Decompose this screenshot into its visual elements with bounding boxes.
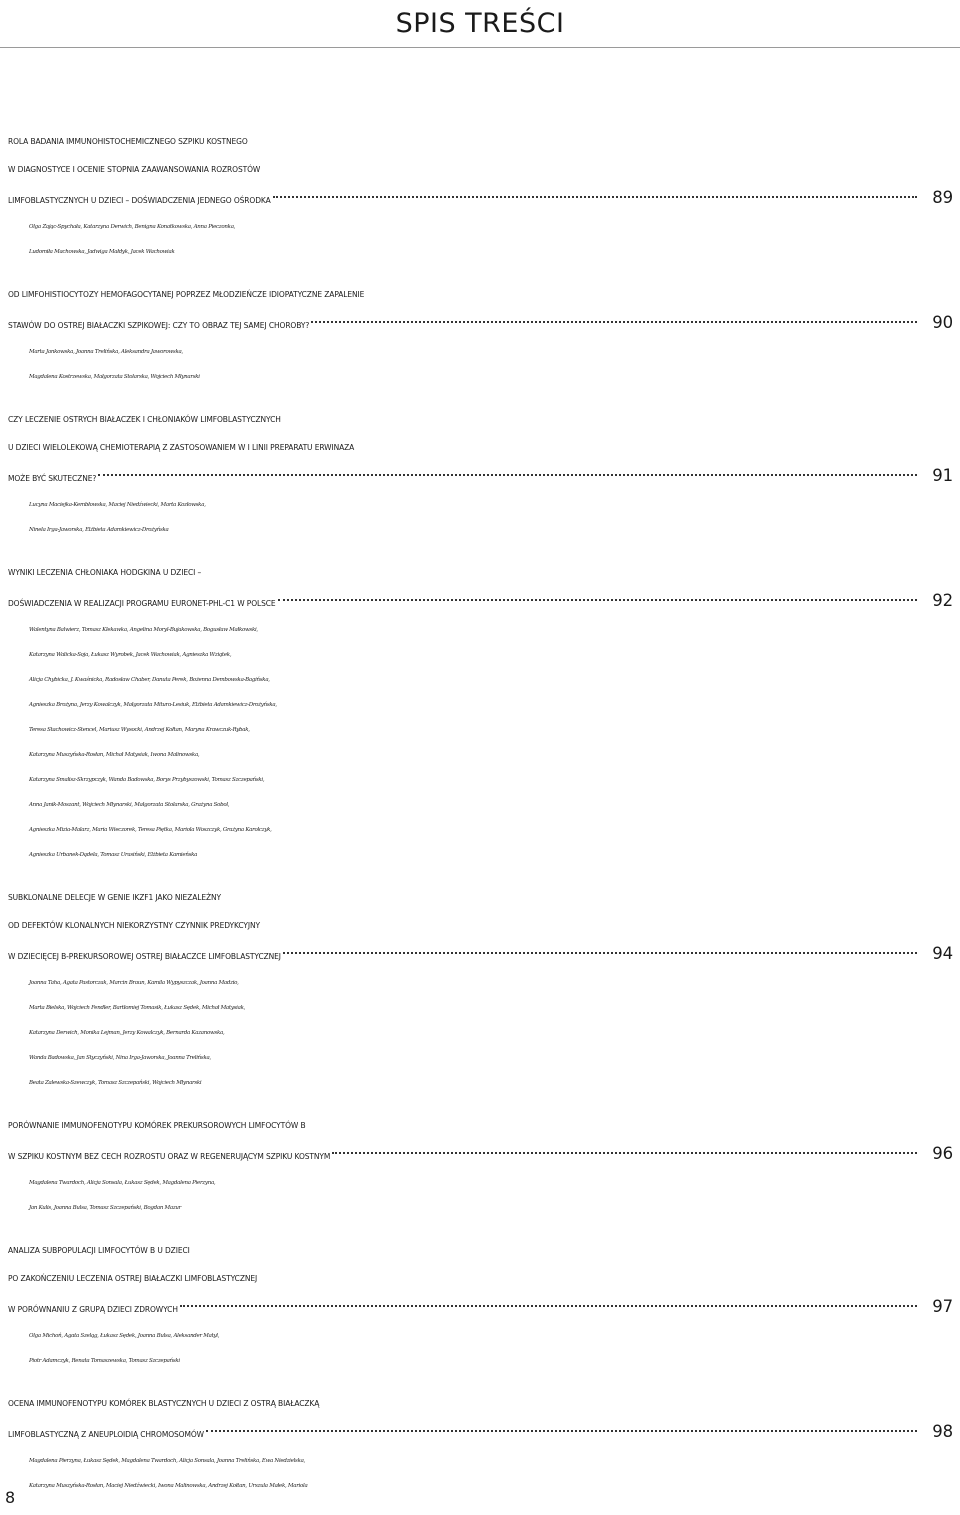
entry-title-line bbox=[8, 309, 953, 340]
author-line: Wanda Badowska, Jan Styczyński, Nina Irga-Jaworska, Joanna Trelińska, bbox=[29, 1055, 211, 1061]
entry-authors bbox=[8, 340, 953, 390]
entry-title bbox=[8, 1112, 953, 1171]
entry-authors bbox=[8, 493, 953, 543]
toc-entry[interactable] bbox=[8, 884, 953, 1096]
author-line: Magdalena Pierzyna, Łukasz Sędek, Magdalena Twardoch, Alicja Sonsala, Joanna Trelińska, Ewa Niedzielska, bbox=[29, 1458, 306, 1464]
dot-leader bbox=[273, 196, 917, 198]
dot-leader bbox=[278, 599, 917, 601]
dot-leader bbox=[283, 952, 917, 954]
author-line: Marta Jankowska, Joanna Trelińska, Aleksandra Jaworowska, bbox=[29, 349, 183, 355]
author-line: Katarzyna Derwich, Monika Lejman, Jerzy Kowalczyk, Bernarda Kazanowska, bbox=[29, 1030, 225, 1036]
entry-page-number: 92 bbox=[932, 591, 953, 610]
entry-page-number: 91 bbox=[932, 466, 953, 485]
entry-authors bbox=[8, 215, 953, 265]
entry-title-line: W DIAGNOSTYCE I OCENIE STOPNIA ZAAWANSOWANIA ROZROSTÓW bbox=[8, 165, 261, 174]
entry-authors bbox=[8, 971, 953, 1096]
author-line: Ninela Irga-Jaworska, Elżbieta Adamkiewicz-Drożyńska bbox=[29, 527, 169, 533]
entry-title-line bbox=[8, 1140, 953, 1171]
toc-entry[interactable] bbox=[8, 1237, 953, 1374]
dot-leader bbox=[206, 1430, 917, 1432]
entry-title-line bbox=[8, 462, 953, 493]
entry-title-text: LIMFOBLASTYCZNYCH U DZIECI – DOŚWIADCZENIA JEDNEGO OŚRODKA bbox=[8, 196, 271, 205]
entry-title bbox=[8, 1390, 953, 1449]
entry-title bbox=[8, 1237, 953, 1324]
author-line: Magdalena Twardoch, Alicja Sonsala, Łukasz Sędek, Magdalena Pierzyna, bbox=[29, 1180, 216, 1186]
entry-title-line bbox=[8, 1293, 953, 1324]
author-line: Olga Michoń, Agata Szeląg, Łukasz Sędek, Joanna Bulsa, Aleksander Matyl, bbox=[29, 1333, 220, 1339]
entry-title-line: SUBKLONALNE DELECJE W GENIE IKZF1 JAKO NIEZALEŻNY bbox=[8, 893, 221, 902]
entry-authors bbox=[8, 1171, 953, 1221]
entry-title-text: W SZPIKU KOSTNYM BEZ CECH ROZROSTU ORAZ W REGENERUJĄCYM SZPIKU KOSTNYM bbox=[8, 1152, 331, 1161]
dot-leader bbox=[332, 1152, 917, 1154]
entry-title-line: OD DEFEKTÓW KLONALNYCH NIEKORZYSTNY CZYNNIK PREDYKCYJNY bbox=[8, 921, 260, 930]
entry-title-line: OD LIMFOHISTIOCYTOZY HEMOFAGOCYTANEJ POPRZEZ MŁODZIEŃCZE IDIOPATYCZNE ZAPALENIE bbox=[8, 290, 365, 299]
header-divider bbox=[0, 47, 960, 48]
toc-entry[interactable] bbox=[8, 559, 953, 868]
footer-page-number: 8 bbox=[5, 1488, 16, 1507]
entry-title-line: OCENA IMMUNOFENOTYPU KOMÓREK BLASTYCZNYCH U DZIECI Z OSTRĄ BIAŁACZKĄ bbox=[8, 1399, 320, 1408]
entry-page-number: 98 bbox=[932, 1422, 953, 1441]
entry-authors bbox=[8, 1449, 953, 1499]
author-line: Katarzyna Walicka-Soja, Łukasz Wyrobek, Jacek Wachowiak, Agnieszka Wziątek, bbox=[29, 652, 232, 658]
entry-title-text: STAWÓW DO OSTREJ BIAŁACZKI SZPIKOWEJ: CZY TO OBRAZ TEJ SAMEJ CHOROBY? bbox=[8, 321, 310, 330]
entry-title bbox=[8, 559, 953, 618]
entry-title bbox=[8, 128, 953, 215]
page-header bbox=[0, 0, 960, 44]
author-line: Joanna Taha, Agata Pastorczak, Marcin Braun, Kamila Wypyszczak, Joanna Madzio, bbox=[29, 980, 239, 986]
entry-title bbox=[8, 406, 953, 493]
toc-entry[interactable] bbox=[8, 128, 953, 265]
author-line: Walentyna Balwierz, Tomasz Klekawka, Angelina Moryl-Bujakowska, Bogusław Małkowski, bbox=[29, 627, 258, 633]
author-line: Olga Zając-Spychała, Katarzyna Derwich, Benigna Konatkowska, Anna Pieczonka, bbox=[29, 224, 236, 230]
toc-entry[interactable] bbox=[8, 1390, 953, 1499]
toc-entry[interactable] bbox=[8, 406, 953, 543]
author-line: Agnieszka Brożyna, Jerzy Kowalczyk, Małgorzata Mitura-Lesiuk, Elżbieta Adamkiewicz-Drożyńska, bbox=[29, 702, 277, 708]
entry-title-text: W DZIECIĘCEJ B-PREKURSOROWEJ OSTREJ BIAŁACZCE LIMFOBLASTYCZNEJ bbox=[8, 952, 281, 961]
entry-title-line: ROLA BADANIA IMMUNOHISTOCHEMICZNEGO SZPIKU KOSTNEGO bbox=[8, 137, 248, 146]
toc-entry[interactable] bbox=[8, 281, 953, 390]
author-line: Teresa Stachowicz-Stencel, Mariusz Wysocki, Andrzej Kołtan, Maryna Krawczuk-Rybak, bbox=[29, 727, 250, 733]
author-line: Magdalena Kostrzewska, Małgorzata Stolarska, Wojciech Młynarski bbox=[29, 374, 200, 380]
author-line: Katarzyna Muszyńska-Rosłan, Maciej Niedźwiecki, Iwona Malinowska, Andrzej Kołtan, Urszula Małek, Mariola bbox=[29, 1483, 308, 1489]
entry-title-line: PORÓWNANIE IMMUNOFENOTYPU KOMÓREK PREKURSOROWYCH LIMFOCYTÓW B bbox=[8, 1121, 306, 1130]
author-line: Jan Kulis, Joanna Bulsa, Tomasz Szczepański, Bogdan Mazur bbox=[29, 1205, 182, 1211]
toc-entry[interactable] bbox=[8, 1112, 953, 1221]
entry-authors bbox=[8, 618, 953, 868]
author-line: Beata Zalewska-Szewczyk, Tomasz Szczepański, Wojciech Młynarski bbox=[29, 1080, 202, 1086]
author-line: Agnieszka Urbanek-Dądela, Tomasz Urasiński, Elżbieta Kamieńska bbox=[29, 852, 198, 858]
entry-title bbox=[8, 281, 953, 340]
author-line: Katarzyna Muszyńska-Rosłan, Michał Matysiak, Iwona Malinowska, bbox=[29, 752, 200, 758]
entry-title-line bbox=[8, 1418, 953, 1449]
entry-title-line: CZY LECZENIE OSTRYCH BIAŁACZEK I CHŁONIAKÓW LIMFOBLASTYCZNYCH bbox=[8, 415, 281, 424]
author-line: Marta Bielska, Wojciech Fendler, Bartłomiej Tomasik, Łukasz Sędek, Michał Matysiak, bbox=[29, 1005, 246, 1011]
entry-title-text: LIMFOBLASTYCZNĄ Z ANEUPLOIDIĄ CHROMOSOMÓW bbox=[8, 1430, 204, 1439]
entry-title bbox=[8, 884, 953, 971]
author-line: Piotr Adamczyk, Renata Tomaszewska, Tomasz Szczepański bbox=[29, 1358, 180, 1364]
author-line: Alicja Chybicka, J. Kwaśnicka, Radosław Chaber, Danuta Perek, Bożenna Dembowska-Bagińska, bbox=[29, 677, 270, 683]
table-of-contents bbox=[8, 128, 953, 1515]
entry-title-line: ANALIZA SUBPOPULACJI LIMFOCYTÓW B U DZIECI bbox=[8, 1246, 190, 1255]
entry-title-line bbox=[8, 587, 953, 618]
entry-title-text: DOŚWIADCZENIA W REALIZACJI PROGRAMU EURONET-PHL-C1 W POLSCE bbox=[8, 599, 276, 608]
entry-authors bbox=[8, 1324, 953, 1374]
entry-title-line bbox=[8, 940, 953, 971]
dot-leader bbox=[311, 321, 917, 323]
page-title: SPIS TREŚCI bbox=[395, 8, 565, 39]
dot-leader bbox=[180, 1305, 917, 1307]
entry-title-line bbox=[8, 184, 953, 215]
author-line: Katarzyna Smalisz-Skrzypczyk, Wanda Badowska, Borys Przybyszowski, Tomasz Szczepański, bbox=[29, 777, 265, 783]
entry-title-line: U DZIECI WIELOLEKOWĄ CHEMIOTERAPIĄ Z ZASTOSOWANIEM W I LINII PREPARATU ERWINAZA bbox=[8, 443, 355, 452]
entry-title-line: PO ZAKOŃCZENIU LECZENIA OSTREJ BIAŁACZKI LIMFOBLASTYCZNEJ bbox=[8, 1274, 258, 1283]
author-line: Ludomiła Machowska, Jadwiga Małdyk, Jacek Wachowiak bbox=[29, 249, 175, 255]
author-line: Anna Janik-Moszant, Wojciech Młynarski, Małgorzata Stolarska, Grażyna Sobol, bbox=[29, 802, 230, 808]
entry-title-line: WYNIKI LECZENIA CHŁONIAKA HODGKINA U DZIECI – bbox=[8, 568, 202, 577]
entry-page-number: 90 bbox=[932, 313, 953, 332]
entry-page-number: 96 bbox=[932, 1144, 953, 1163]
entry-page-number: 89 bbox=[932, 188, 953, 207]
author-line: Lucyna Maciejka-Kembłowska, Maciej Niedźwiecki, Marta Kozłowska, bbox=[29, 502, 206, 508]
entry-page-number: 97 bbox=[932, 1297, 953, 1316]
author-line: Agnieszka Mizia-Malarz, Maria Wieczorek, Teresa Piętka, Mariola Woszczyk, Grażyna Karolczyk, bbox=[29, 827, 272, 833]
entry-page-number: 94 bbox=[932, 944, 953, 963]
entry-title-text: MOŻE BYĆ SKUTECZNE? bbox=[8, 474, 97, 483]
dot-leader bbox=[98, 474, 917, 476]
entry-title-text: W PORÓWNANIU Z GRUPĄ DZIECI ZDROWYCH bbox=[8, 1305, 178, 1314]
